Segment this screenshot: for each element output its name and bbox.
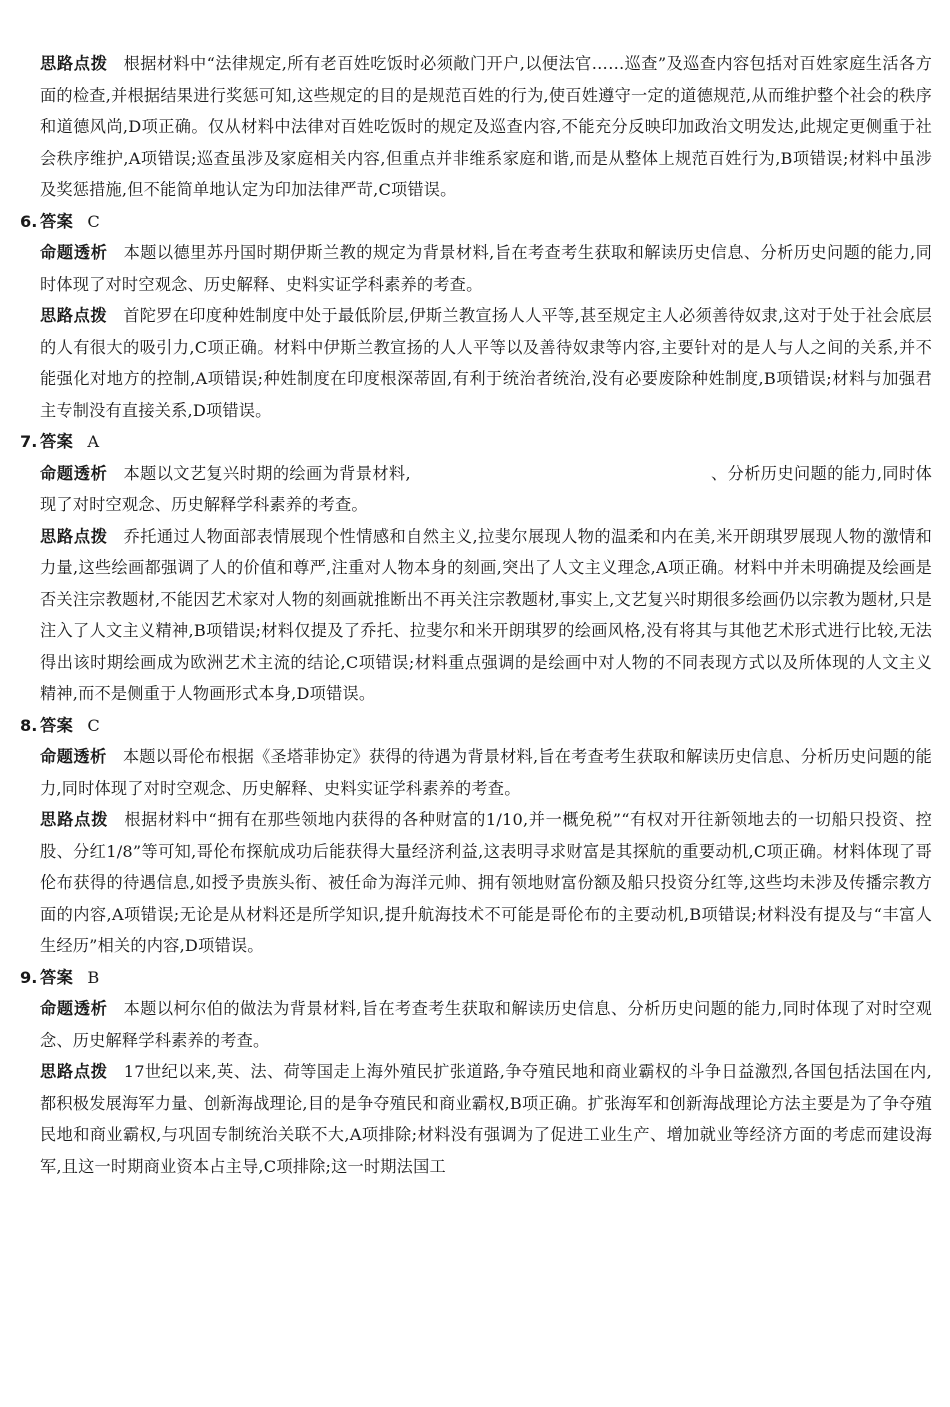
q6-answer-row [20,206,932,238]
q8-answer-row [20,710,932,742]
q6-intent [40,237,932,300]
q7-intent-text-b: 、分析历史问题的能力,同时体现了对时空观念、历史解释学科素养的考查。 [40,463,932,514]
q6-analysis [40,300,932,426]
q8-intent [40,741,932,804]
q6-intent-text: 本题以德里苏丹国时期伊斯兰教的规定为背景材料,旨在考查考生获取和解读历史信息、分析历史问题的能力,同时体现了对时空观念、历史解释、史料实证学科素养的考查。 [40,243,932,294]
q9-analysis [40,1056,932,1182]
q7-analysis-label: 思路点拨 [40,526,108,546]
q6-number: 6. [20,211,38,231]
q8-analysis-text: 根据材料中“拥有在那些领地内获得的各种财富的1/10,并一概免税”“有权对开往新领地去的一切船只投资、控股、分红1/8”等可知,哥伦布探航成功后能获得大量经济利益,这表明寻求财富是其探航的重要动机,C项正确。材料体现了哥伦布获得的待遇信息,如授予贵族头衔、被任命为海洋元帅、拥有领地财富份额及船只投资分红等,这些均未涉及传播宗教方面的内容,A项错误;无论是从材料还是所学知识,提升航海技术不可能是哥伦布的主要动机,B项错误;材料没有提及与“丰富人生经历”相关的内容,D项错误。 [40,810,932,955]
q7-intent [40,458,932,521]
q7-number: 7. [20,432,38,451]
q9-intent [40,993,932,1056]
q9-intent-text: 本题以柯尔伯的做法为背景材料,旨在考查考生获取和解读历史信息、分析历史问题的能力,同时体现了对时空观念、历史解释学科素养的考查。 [40,999,932,1050]
answer-content [20,48,932,1182]
q8-analysis-label: 思路点拨 [40,810,109,829]
q5-analysis-text: 根据材料中“法律规定,所有老百姓吃饭时必须敞门开户,以便法官……巡查”及巡查内容包括对百姓家庭生活各方面的检查,并根据结果进行奖惩可知,这些规定的目的是规范百姓的行为,使百姓遵守一定的道德规范,从而维护整个社会的秩序和道德风尚,D项正确。仅从材料中法律对百姓吃饭时的规定及巡查内容,不能充分反映印加政治文明发达,此规定更侧重于社会秩序维护,A项错误;巡查虽涉及家庭相关内容,但重点并非维系家庭和谐,而是从整体上规范百姓行为,B项错误;材料中虽涉及奖惩措施,但不能简单地认定为印加法律严苛,C项错误。 [40,54,932,199]
q8-answer-label: 答案 [40,715,74,735]
q6-answer-value: C [87,211,100,231]
q7-analysis-text: 乔托通过人物面部表情展现个性情感和自然主义,拉斐尔展现人物的温柔和内在美,米开朗琪罗展现人物的激情和力量,这些绘画都强调了人的价值和尊严,注重对人物本身的刻画,突出了人文主义理念,A项正确。材料中并未明确提及绘画是否关注宗教题材,不能因艺术家对人物的刻画就推断出不再关注宗教题材,事实上,文艺复兴时期很多绘画仍以宗教为题材,只是注入了人文主义精神,B项错误;材料仅提及了乔托、拉斐尔和米开朗琪罗的绘画风格,没有将其与其他艺术形式进行比较,无法得出该时期绘画成为欧洲艺术主流的结论,C项错误;材料重点强调的是绘画中对人物的不同表现方式以及所体现的人文主义精神,而不是侧重于人物画形式本身,D项错误。 [40,526,932,703]
q8-number: 8. [20,715,38,735]
q8-intent-text: 本题以哥伦布根据《圣塔菲协定》获得的待遇为背景材料,旨在考查考生获取和解读历史信息、分析历史问题的能力,同时体现了对时空观念、历史解释、史料实证学科素养的考查。 [40,747,932,798]
q8-analysis [40,804,932,962]
q8-intent-label: 命题透析 [40,747,107,766]
q9-analysis-label: 思路点拨 [40,1062,108,1081]
q7-answer-row [20,426,932,458]
q6-answer-label: 答案 [40,211,74,231]
q9-answer-label: 答案 [40,967,74,987]
q9-intent-label: 命题透析 [40,999,108,1018]
q9-answer-row [20,962,932,994]
q7-intent-text-a: 本题以文艺复兴时期的绘画为背景材料, [123,463,411,483]
q9-analysis-text: 17世纪以来,英、法、荷等国走上海外殖民扩张道路,争夺殖民地和商业霸权的斗争日益激烈,各国包括法国在内,都积极发展海军力量、创新海战理论,目的是争夺殖民和商业霸权,B项正确。扩张海军和创新海战理论方法主要是为了争夺殖民地和商业霸权,与巩固专制统治关联不大,A项排除;材料没有强调为了促进工业生产、增加就业等经济方面的考虑而建设海军,且这一时期商业资本占主导,C项排除;这一时期法国工 [40,1062,933,1176]
q9-answer-value: B [87,967,100,987]
q9-number: 9. [20,967,38,987]
q6-analysis-text: 首陀罗在印度种姓制度中处于最低阶层,伊斯兰教宣扬人人平等,甚至规定主人必须善待奴隶,这对于处于社会底层的人有很大的吸引力,C项正确。材料中伊斯兰教宣扬的人人平等以及善待奴隶等内容,主要针对的是人与人之间的关系,并不能强化对地方的控制,A项错误;种姓制度在印度根深蒂固,有利于统治者统治,没有必要废除种姓制度,B项错误;材料与加强君主专制没有直接关系,D项错误。 [40,306,933,420]
q5-analysis [40,48,932,206]
q6-analysis-label: 思路点拨 [40,306,108,325]
q7-answer-label: 答案 [40,432,74,451]
q8-answer-value: C [87,715,100,735]
q7-answer-value: A [87,432,100,451]
q6-intent-label: 命题透析 [40,243,108,262]
q7-analysis [40,521,932,710]
q5-analysis-label: 思路点拨 [40,54,108,73]
q7-intent-label: 命题透析 [40,463,108,483]
